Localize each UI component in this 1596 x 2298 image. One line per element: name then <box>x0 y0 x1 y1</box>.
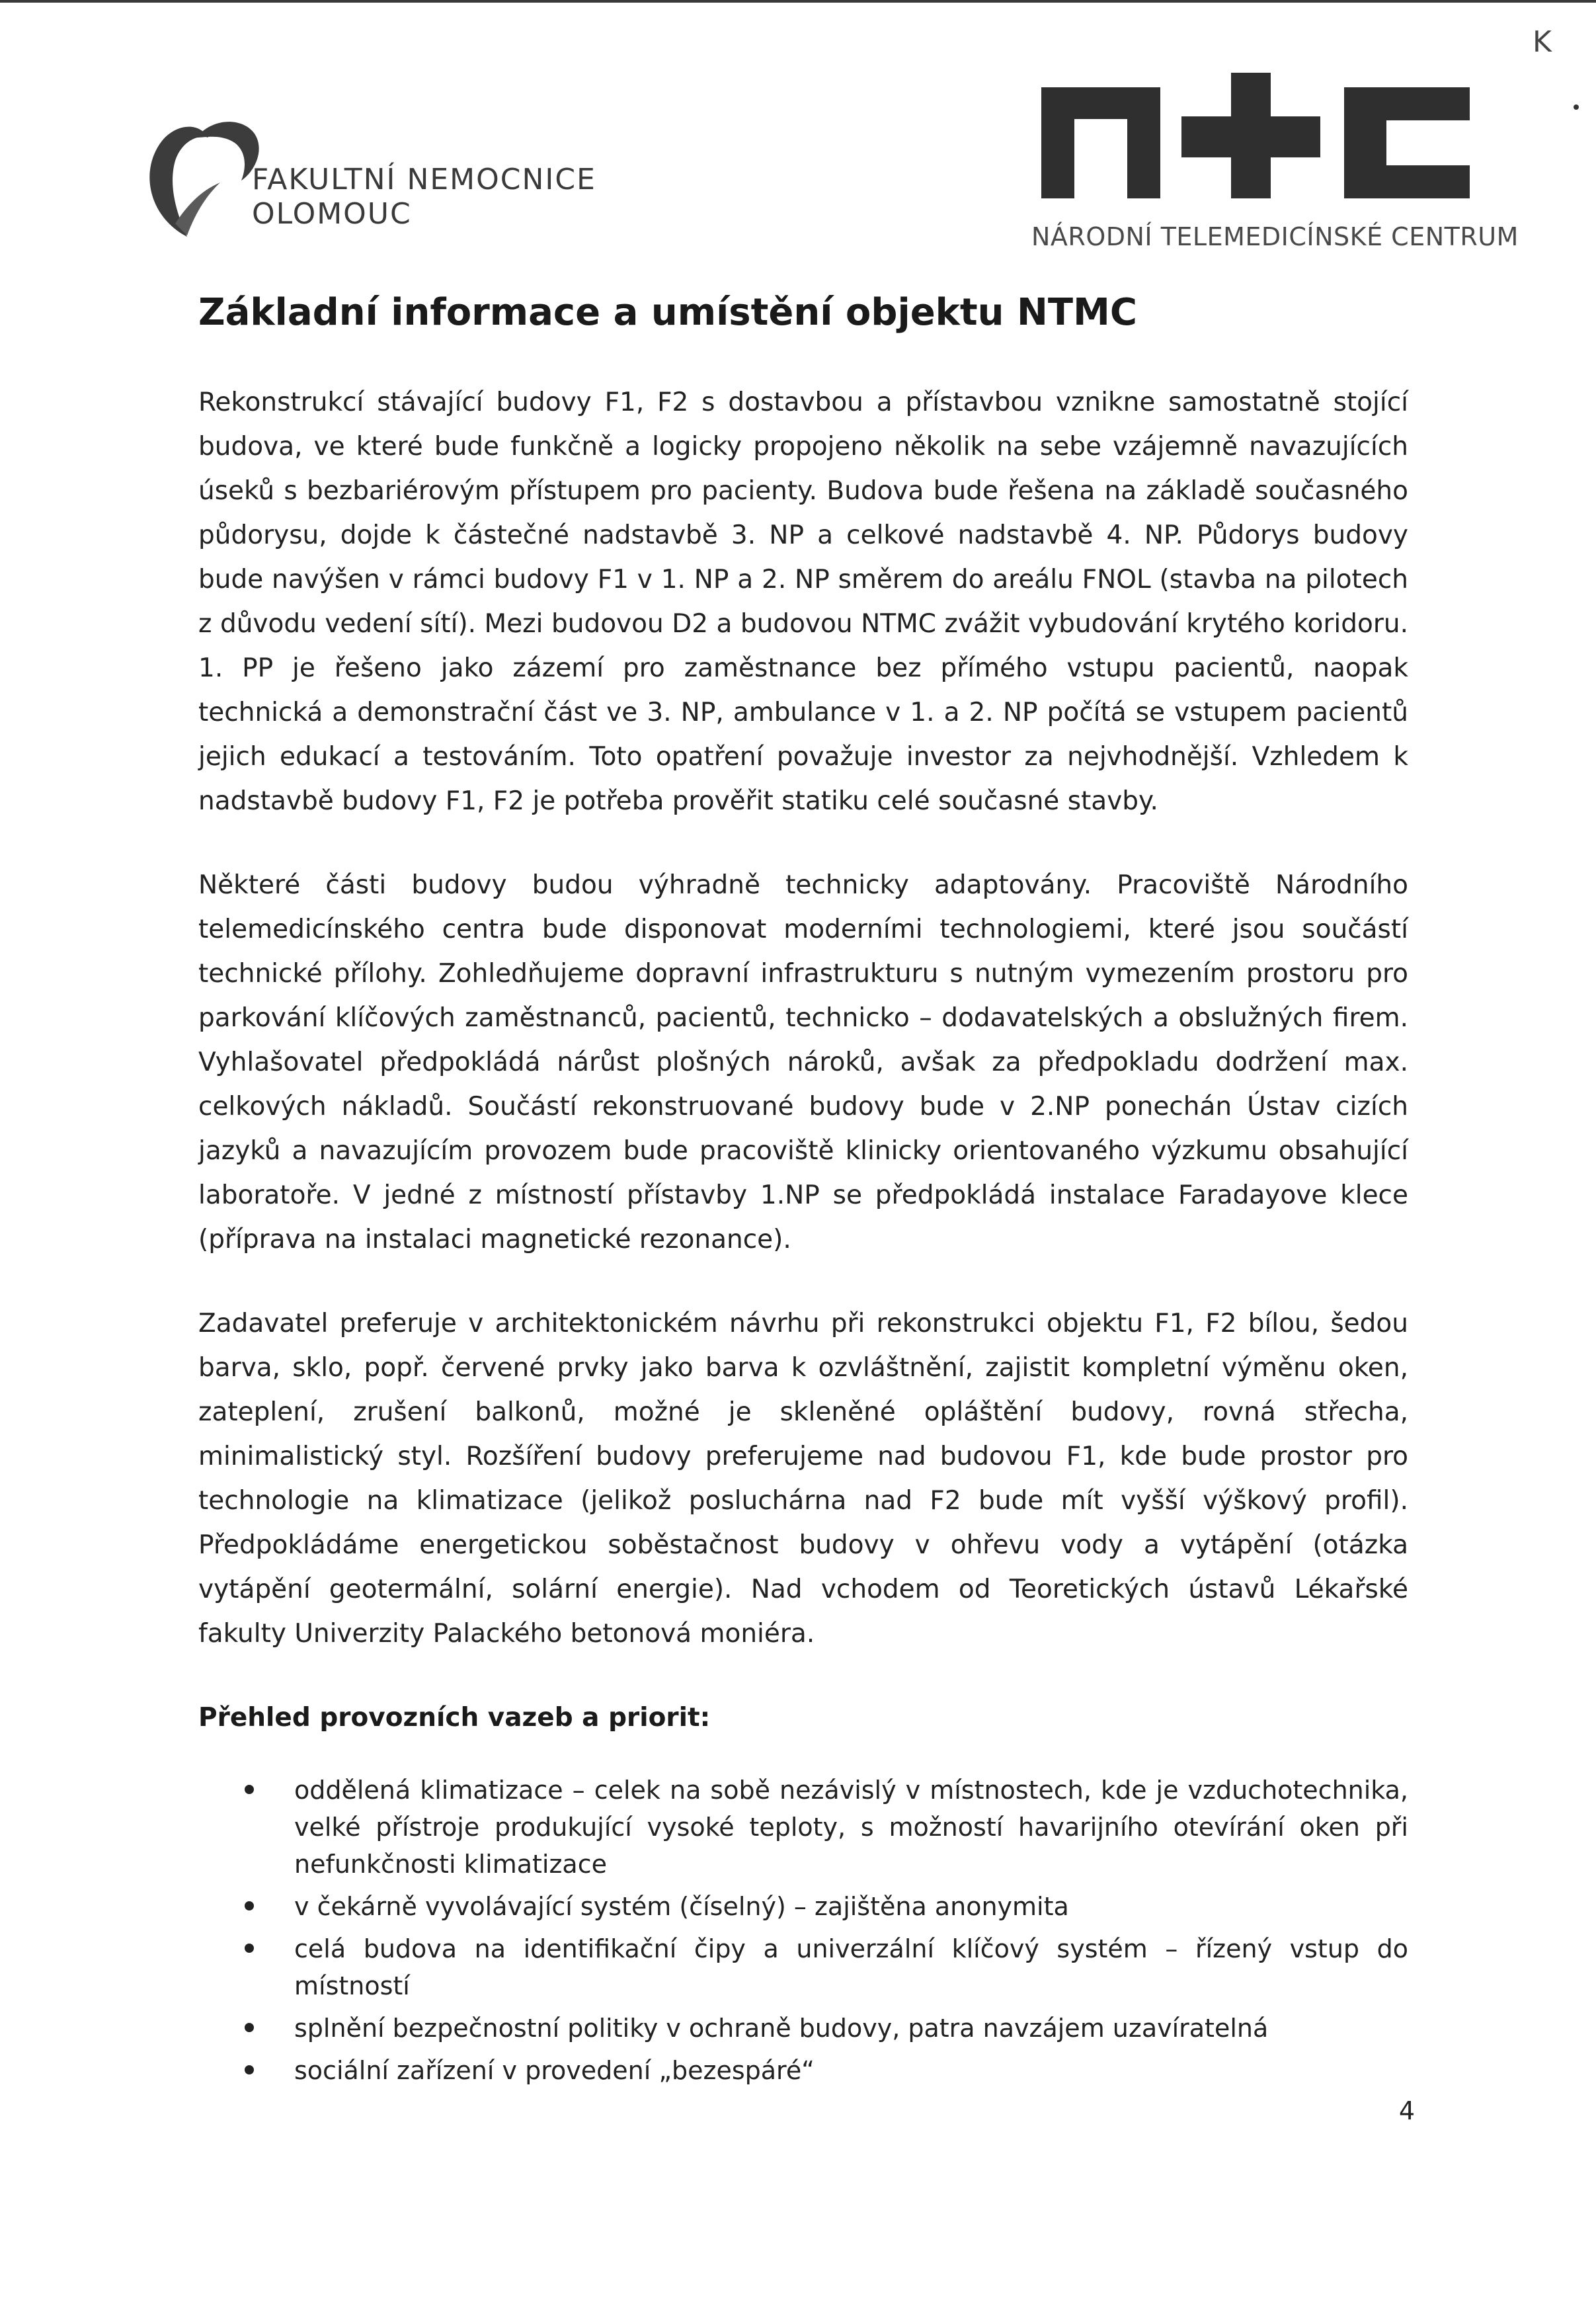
list-item <box>245 1888 1408 1925</box>
ntc-caption: NÁRODNÍ TELEMEDICÍNSKÉ CENTRUM <box>1031 222 1519 251</box>
list-item-text: splnění bezpečnostní politiky v ochraně budovy, patra navzájem uzavíratelná <box>294 2014 1269 2043</box>
section-subheading: Přehled provozních vazeb a priorit: <box>198 1703 711 1733</box>
list-item-text: sociální zařízení v provedení „bezespáré“ <box>294 2056 815 2085</box>
bullet-icon <box>245 2065 254 2074</box>
scan-edge-line <box>0 0 1596 3</box>
list-item <box>245 1930 1408 2004</box>
list-item <box>245 2010 1408 2047</box>
corner-handwritten-mark: K <box>1533 25 1552 59</box>
list-item-text: oddělená klimatizace – celek na sobě nezávislý v místnostech, kde je vzduchotechnika, velké přístroje produkující vysoké teploty, s možností havarijního otevírání oken při nefunkčnosti klimatizace <box>294 1776 1408 1879</box>
scan-speck <box>1574 104 1579 110</box>
fnol-name-line2: OLOMOUC <box>252 197 412 231</box>
list-item <box>245 2052 1408 2089</box>
page-number: 4 <box>1398 2096 1415 2125</box>
list-item-text: v čekárně vyvolávající systém (číselný) – zajištěna anonymita <box>294 1892 1069 1921</box>
fnol-name-line1: FAKULTNÍ NEMOCNICE <box>252 163 596 196</box>
priority-list <box>198 1772 1408 2089</box>
ntc-wordmark <box>1041 73 1470 198</box>
fnol-logo-icon <box>136 111 268 237</box>
document-body <box>198 291 1408 2094</box>
paragraph-1: Rekonstrukcí stávající budovy F1, F2 s dostavbou a přístavbou vznikne samostatně stojící budova, ve které bude funkčně a logicky propojeno několik na sebe vzájemně navazujících úseků s bezbariérovým přístupem pro pacienty. Budova bude řešena na základě současného půdorysu, dojde k částečné nadstavbě 3. NP a celkové nadstavbě 4. NP. Půdorys budovy bude navýšen v rámci budovy F1 v 1. NP a 2. NP směrem do areálu FNOL (stavba na pilotech z důvodu vedení sítí). Mezi budovou D2 a budovou NTMC zvážit vybudování krytého koridoru. 1. PP je řešeno jako zázemí pro zaměstnance bez přímého vstupu pacientů, naopak technická a demonstrační část ve 3. NP, ambulance v 1. a 2. NP počítá se vstupem pacientů jejich edukací a testováním. Toto opatření považuje investor za nejvhodnější. Vzhledem k nadstavbě budovy F1, F2 je potřeba prověřit statiku celé současné stavby. <box>198 388 1408 816</box>
fnol-name <box>252 163 596 231</box>
paragraph-2: Některé části budovy budou výhradně technicky adaptovány. Pracoviště Národního telemedicínského centra bude disponovat moderními technologiemi, které jsou součástí technické přílohy. Zohledňujeme dopravní infrastrukturu s nutným vymezením prostoru pro parkování klíčových zaměstnanců, pacientů, technicko – dodavatelských a obslužných firem. Vyhlašovatel předpokládá nárůst plošných nároků, avšak za předpokladu dodržení max. celkových nákladů. Součástí rekonstruované budovy bude v 2.NP ponechán Ústav cizích jazyků a navazujícím provozem bude pracoviště klinicky orientovaného výzkumu obsahující laboratoře. V jedné z místností přístavby 1.NP se předpokládá instalace Faradayove klece (příprava na instalaci magnetické rezonance). <box>198 870 1408 1254</box>
bullet-icon <box>245 2023 254 2032</box>
list-item-text: celá budova na identifikační čipy a univerzální klíčový systém – řízený vstup do místností <box>294 1934 1408 2000</box>
paragraph-3: Zadavatel preferuje v architektonickém návrhu při rekonstrukci objektu F1, F2 bílou, šedou barva, sklo, popř. červené prvky jako barva k ozvláštnění, zajistit kompletní výměnu oken, zateplení, zrušení balkonů, možné je skleněné opláštění budovy, rovná střecha, minimalistický styl. Rozšíření budovy preferujeme nad budovou F1, kde bude prostor pro technologie na klimatizace (jelikož posluchárna nad F2 bude mít vyšší výškový profil). Předpokládáme energetickou soběstačnost budovy v ohřevu vody a vytápění (otázka vytápění geotermální, solární energie). Nad vchodem od Teoretických ústavů Lékařské fakulty Univerzity Palackého betonová moniéra. <box>198 1309 1408 1649</box>
bullet-icon <box>245 1785 254 1794</box>
ntc-logo <box>1031 73 1519 271</box>
fnol-logo <box>136 111 598 237</box>
bullet-icon <box>245 1901 254 1910</box>
bullet-icon <box>245 1944 254 1953</box>
page-title: Základní informace a umístění objektu NTMC <box>198 291 1137 334</box>
list-item <box>245 1772 1408 1883</box>
